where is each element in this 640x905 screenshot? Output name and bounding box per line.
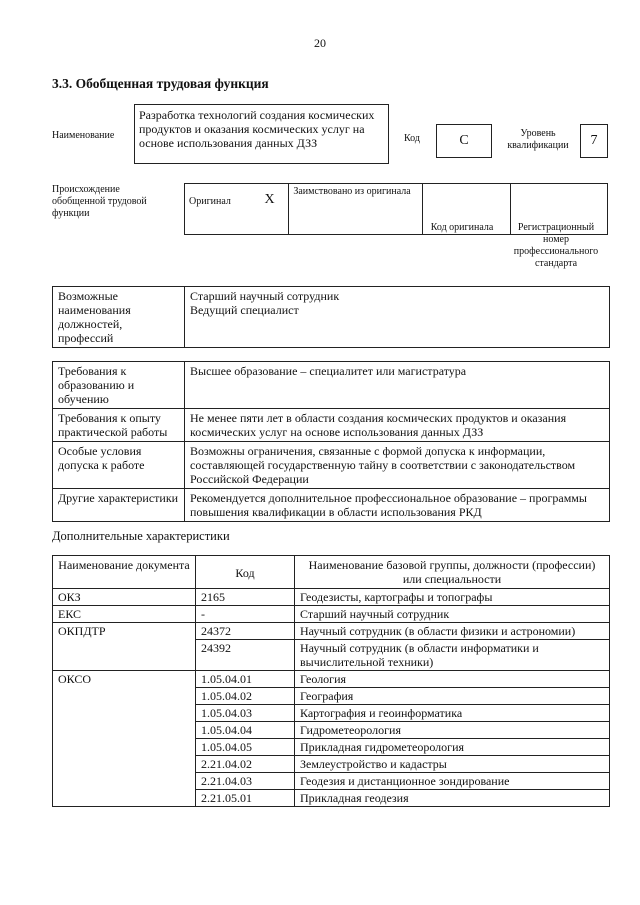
- row-code: 1.05.04.05: [196, 739, 295, 756]
- row-code: 1.05.04.02: [196, 688, 295, 705]
- row-name: Картография и геоинформатика: [295, 705, 610, 722]
- row-code: 2.21.04.02: [196, 756, 295, 773]
- row-name: Геодезия и дистанционное зондирование: [295, 773, 610, 790]
- row-name: Гидрометеорология: [295, 722, 610, 739]
- row-doc: ОКСО: [53, 671, 196, 807]
- position-item: Старший научный сотрудник: [190, 289, 340, 303]
- req-value: Не менее пяти лет в области создания космических продуктов и оказания космических услуг на основе использования данных ДЗЗ: [185, 409, 610, 442]
- row-name: География: [295, 688, 610, 705]
- table-row: [53, 589, 610, 606]
- req-value: Высшее образование – специалитет или магистратура: [185, 362, 610, 409]
- row-code: 1.05.04.04: [196, 722, 295, 739]
- header-code: Код: [196, 556, 295, 589]
- original-label: Оригинал: [185, 184, 251, 235]
- row-code: 24372: [196, 623, 295, 640]
- header-name: Наименование базовой группы, должности (профессии) или специальности: [295, 556, 610, 589]
- row-name: Геология: [295, 671, 610, 688]
- additional-table: [52, 555, 610, 807]
- req-value: Рекомендуется дополнительное профессиональное образование – программы повышения квалификации в области использования РКД: [185, 489, 610, 522]
- row-code: 1.05.04.03: [196, 705, 295, 722]
- function-title: Разработка технологий создания космических продуктов и оказания космических услуг на основе использования данных ДЗЗ: [134, 104, 389, 164]
- code-orig-label: Код оригинала: [430, 222, 494, 233]
- reg-number-label: Регистрационный номер профессионального стандарта: [513, 222, 599, 269]
- level-value: 7: [580, 124, 608, 158]
- positions-label: Возможные наименования должностей, профессий: [53, 287, 185, 348]
- additional-title: Дополнительные характеристики: [52, 529, 230, 543]
- row-code: 24392: [196, 640, 295, 671]
- row-code: 2.21.05.01: [196, 790, 295, 807]
- row-code: 1.05.04.01: [196, 671, 295, 688]
- table-row: [53, 606, 610, 623]
- origin-label: Происхождение обобщенной трудовой функции: [52, 184, 147, 219]
- row-doc: ОКЗ: [53, 589, 196, 606]
- requirements-table: [52, 361, 610, 522]
- req-label: Требования к опыту практической работы: [53, 409, 185, 442]
- table-row: [53, 671, 610, 688]
- section-title: 3.3. Обобщенная трудовая функция: [52, 76, 269, 91]
- table-row: [53, 623, 610, 640]
- req-label: Особые условия допуска к работе: [53, 442, 185, 489]
- row-name: Прикладная геодезия: [295, 790, 610, 807]
- row-code: 2.21.04.03: [196, 773, 295, 790]
- code-value: C: [436, 124, 492, 158]
- row-name: Геодезисты, картографы и топографы: [295, 589, 610, 606]
- req-label: Требования к образованию и обучению: [53, 362, 185, 409]
- position-item: Ведущий специалист: [190, 303, 299, 317]
- row-code: -: [196, 606, 295, 623]
- req-label: Другие характеристики: [53, 489, 185, 522]
- row-doc: ОКПДТР: [53, 623, 196, 671]
- row-name: Старший научный сотрудник: [295, 606, 610, 623]
- header-doc: Наименование документа: [53, 556, 196, 589]
- page-number: 20: [314, 36, 326, 50]
- row-name: Прикладная гидрометеорология: [295, 739, 610, 756]
- level-label: Уровень квалификации: [507, 128, 569, 151]
- req-value: Возможны ограничения, связанные с формой допуска к информации, составляющей государственную тайну в соответствии с законодательством Российской Федерации: [185, 442, 610, 489]
- code-label: Код: [404, 133, 420, 144]
- row-name: Научный сотрудник (в области физики и астрономии): [295, 623, 610, 640]
- original-mark: X: [251, 184, 289, 235]
- row-name: Землеустройство и кадастры: [295, 756, 610, 773]
- row-name: Научный сотрудник (в области информатики и вычислительной техники): [295, 640, 610, 671]
- row-code: 2165: [196, 589, 295, 606]
- borrowed-label: Заимствовано из оригинала: [289, 184, 423, 235]
- row-doc: ЕКС: [53, 606, 196, 623]
- name-label: Наименование: [52, 130, 115, 141]
- positions-table: [52, 286, 610, 348]
